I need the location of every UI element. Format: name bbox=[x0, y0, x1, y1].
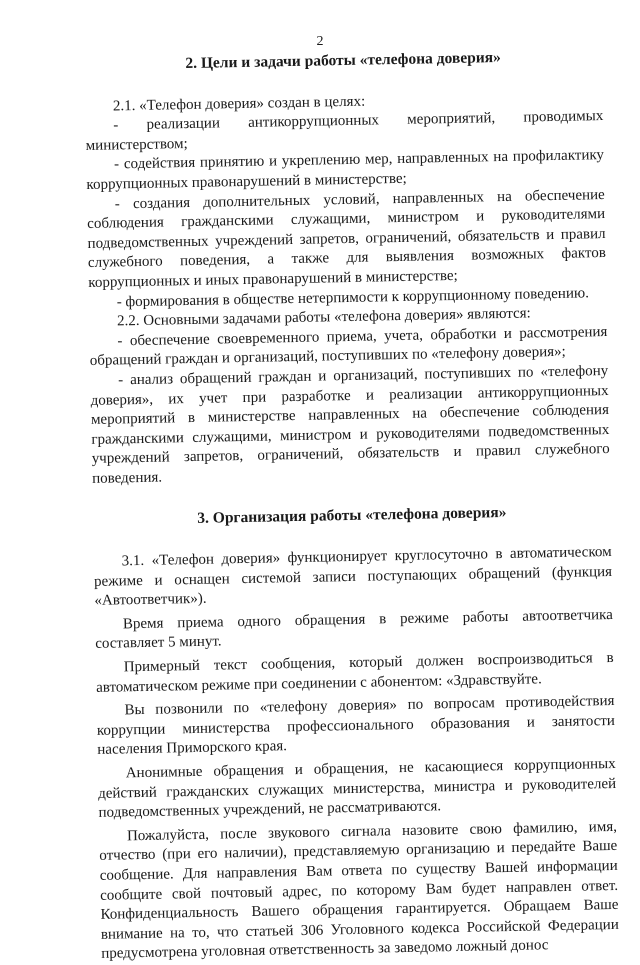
paragraph-reception-time: Время приема одного обращения в режиме работы автоответчика составляет 5 минут. bbox=[95, 606, 613, 653]
section-3-heading: 3. Организация работы «телефона доверия» bbox=[197, 504, 507, 528]
paragraph-3-1: 3.1. «Телефон доверия» функционирует круглосуточно в автоматическом режиме и оснащен системой записи поступающих обращений (функция «Автоответчик»). bbox=[93, 544, 613, 610]
paragraph-message-text: Примерный текст сообщения, который должен воспроизводиться в автоматическом режиме при соединении с абонентом: «Здравствуйте. bbox=[95, 649, 614, 696]
paragraph-instructions: Пожалуйста, после звукового сигнала назовите свою фамилию, имя, отчество (при его наличии), представляемую организацию и передайте Ваше сообщение. Для направления Вам ответа по существу Вашей информации сообщите свой почтовый адрес, по которому Вам будет направлен ответ. Конфиденциальность Вашего обращения гарантируется. Обращаем Ваше внимание на то, что статьей 306 Уголовного кодекса Российской Федерации предусмотрена уголовная ответственность за заведомо ложный донос bbox=[99, 818, 619, 963]
paragraph-2-1: 2.1. «Телефон доверия» создан в целях: bbox=[112, 93, 366, 115]
page-number: 2 bbox=[316, 34, 324, 49]
goal-item-anticorruption: - реализации антикоррупционных мероприятий, проводимых министерством; bbox=[85, 108, 604, 154]
goal-item-intolerance: - формирования в обществе нетерпимости к коррупционному поведению. bbox=[116, 284, 590, 310]
task-item-analysis: - анализ обращений граждан и организаций, поступивших по «телефону доверия», их учет при разработке и реализации антикоррупционных мероприятий в министерстве направленных на обеспечение соблюдения гражданскими служащими, министром и руководителями подведомственных учреждений запретов, ограничений, обязательств и правил служебного поведения. bbox=[90, 362, 610, 487]
task-item-processing: - обеспечение своевременного приема, учета, обработки и рассмотрения обращений граждан и организаций, поступивших по «телефону доверия»; bbox=[89, 323, 608, 370]
goal-item-prevention: - содействия принятию и укреплению мер, направленных на профилактику коррупционных правонарушений в министерстве; bbox=[86, 147, 605, 193]
goal-item-conditions: - создания дополнительных условий, направленных на обеспечение соблюдения гражданскими служащими, министром и руководителями подведомственных учреждений запретов, ограничений, обязательств и правил служебного поведения, а также для выявления возможных фактов коррупционных и иных правонарушений в министерстве; bbox=[87, 186, 607, 291]
section-2-heading: 2. Цели и задачи работы «телефона доверия» bbox=[185, 48, 502, 73]
paragraph-anonymous: Анонимные обращения и обращения, не касающиеся коррупционных действий гражданских служащих министерства, министра и руководителей подведомственных учреждений, не рассматриваются. bbox=[98, 755, 617, 822]
paragraph-you-called: Вы позвонили по «телефону доверия» по вопросам противодействия коррупции министерства профессионального образования и занятости населения Приморского края. bbox=[96, 693, 616, 759]
document-body bbox=[84, 46, 619, 965]
paragraph-2-2: 2.2. Основными задачами работы «телефона доверия» являются: bbox=[116, 305, 531, 330]
